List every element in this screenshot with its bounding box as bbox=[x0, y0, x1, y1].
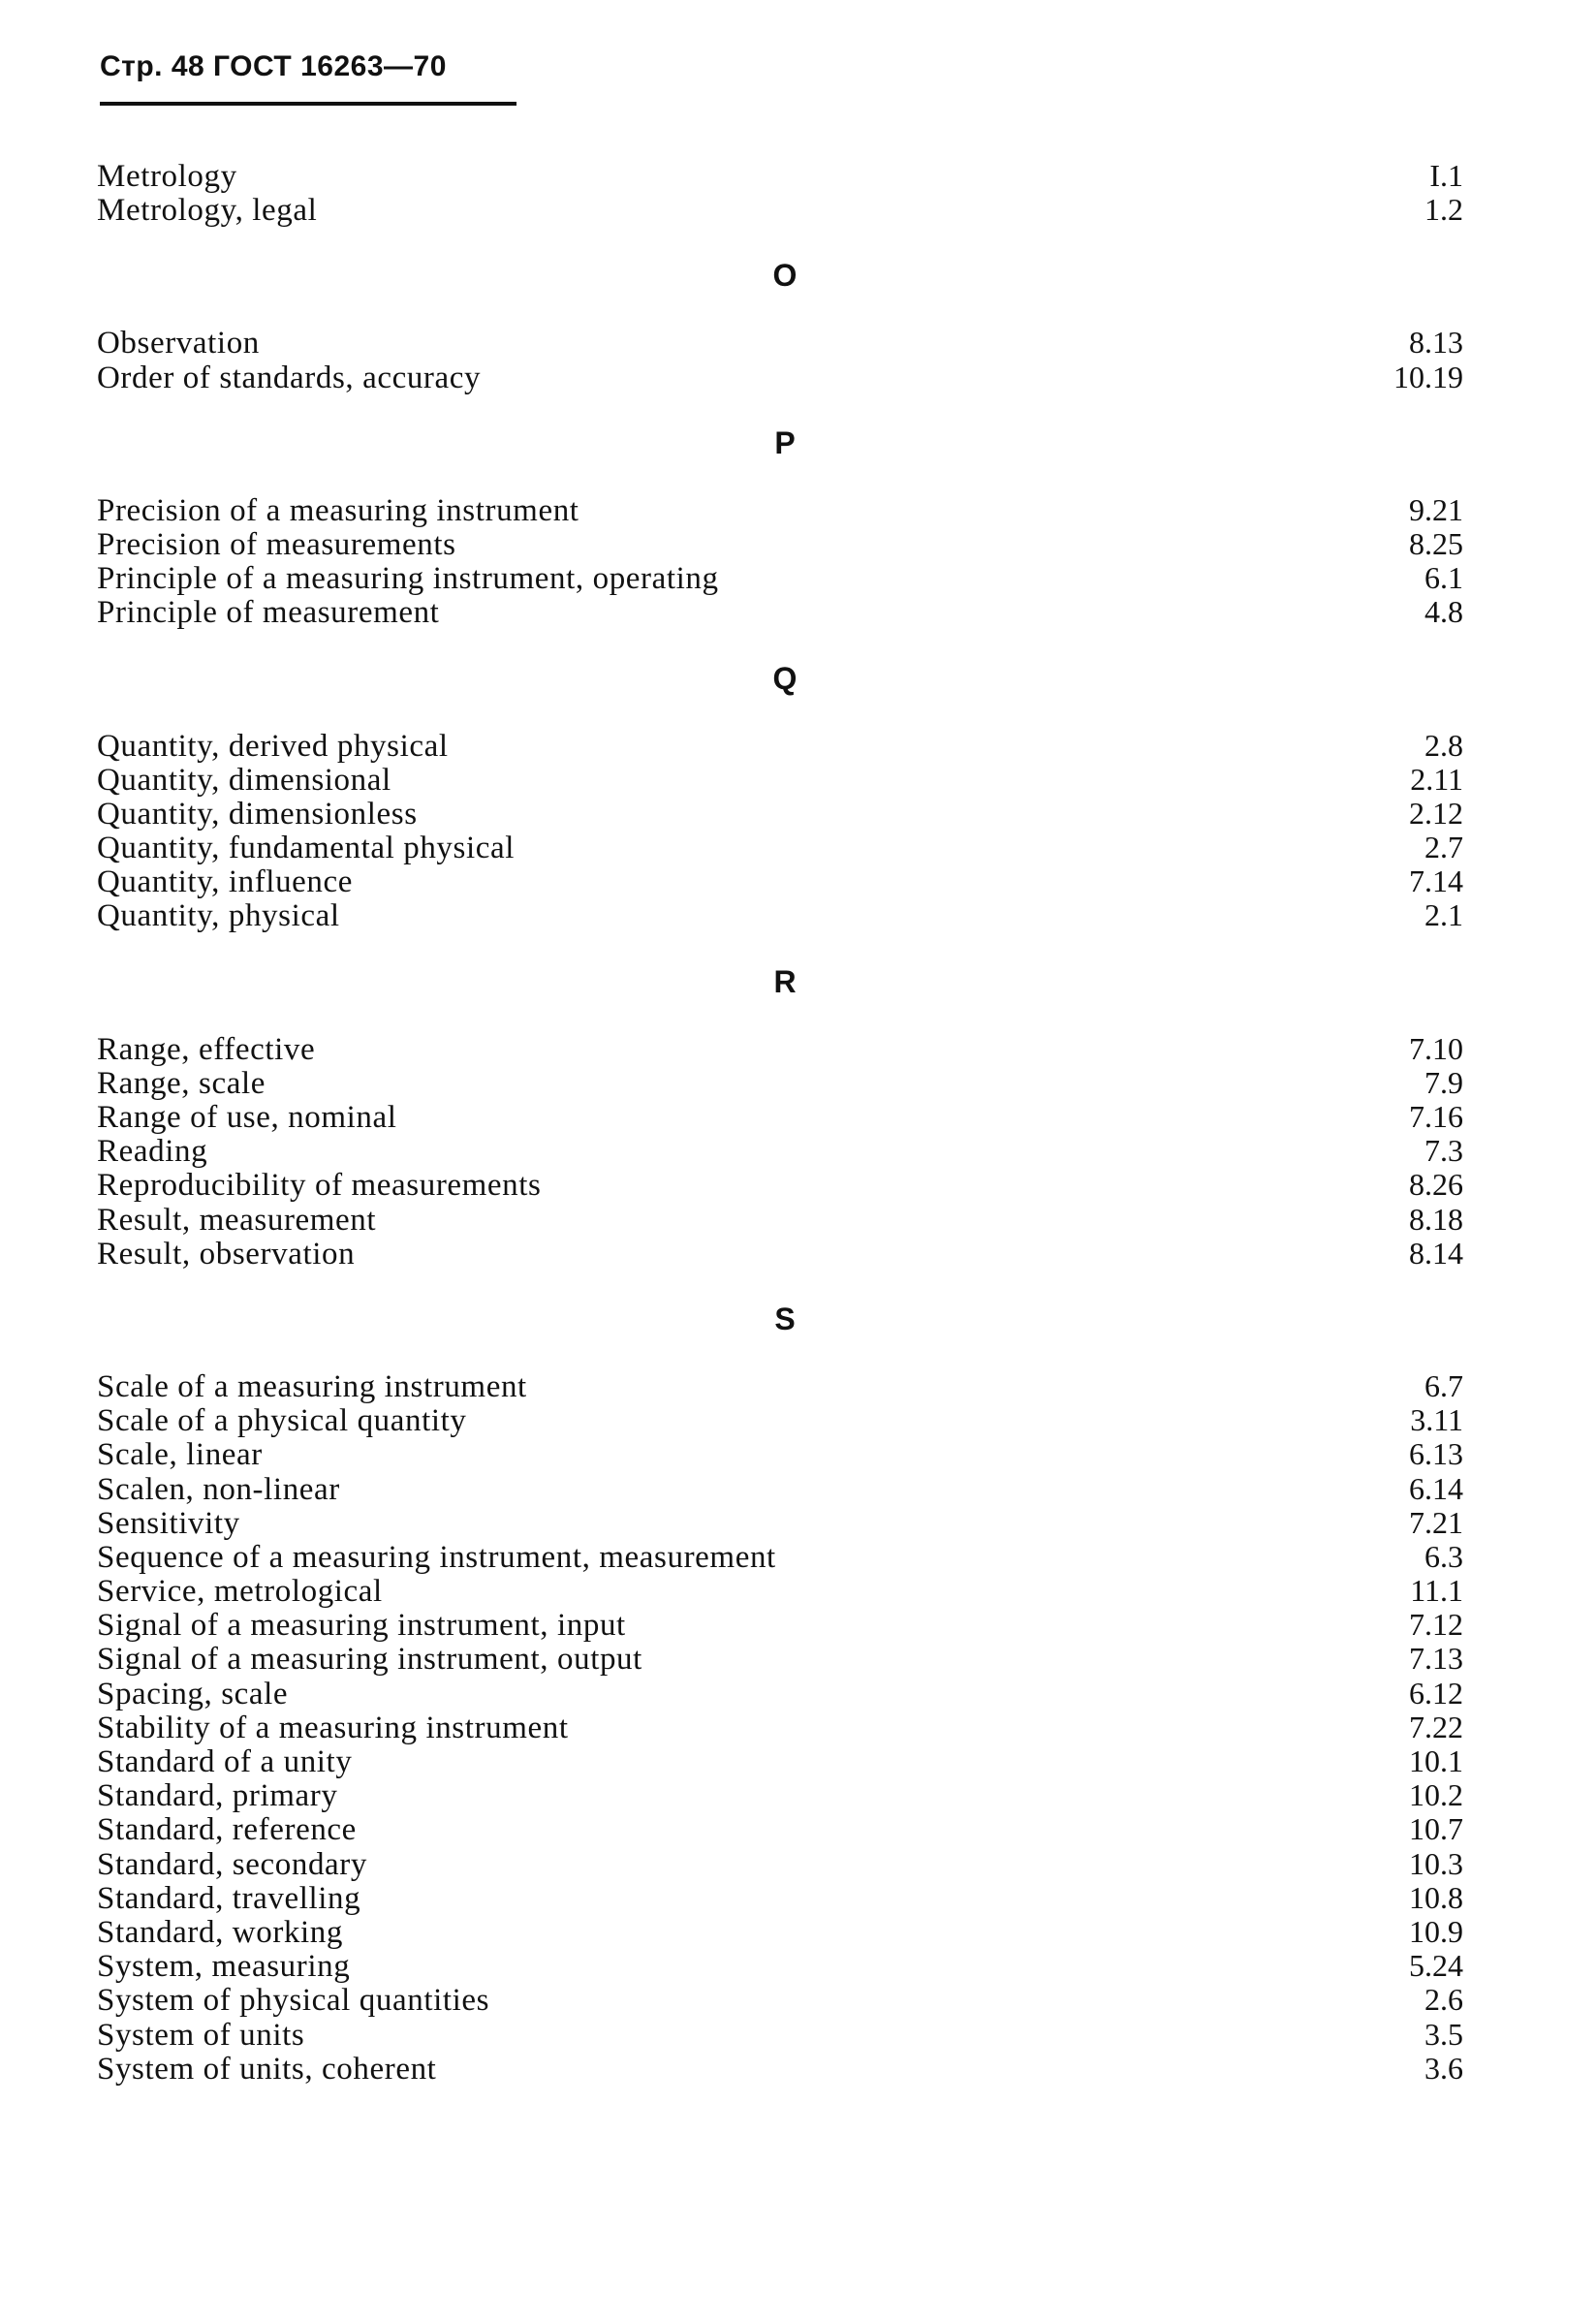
index-entry bbox=[97, 193, 1463, 227]
index-entry bbox=[97, 326, 1463, 360]
entry-term: Metrology bbox=[97, 159, 237, 194]
entry-reference: 10.9 bbox=[1409, 1913, 1463, 1949]
entry-reference: 2.6 bbox=[1424, 1982, 1463, 2018]
entry-reference: 8.14 bbox=[1409, 1235, 1463, 1271]
index-entry bbox=[97, 1949, 1463, 1983]
index-group bbox=[97, 258, 1463, 393]
entry-reference: 11.1 bbox=[1410, 1573, 1463, 1609]
entry-reference: 7.3 bbox=[1424, 1133, 1463, 1169]
index-entry bbox=[97, 1134, 1463, 1168]
section-letter: P bbox=[774, 424, 796, 460]
entry-term: Signal of a measuring instrument, input bbox=[97, 1608, 626, 1644]
entry-term: Standard, secondary bbox=[97, 1846, 367, 1882]
index-entry bbox=[97, 831, 1463, 864]
entry-reference: 2.12 bbox=[1409, 795, 1463, 831]
entry-reference: 3.6 bbox=[1424, 2050, 1463, 2086]
index-group bbox=[97, 425, 1463, 630]
index-entry bbox=[97, 1168, 1463, 1202]
index-list bbox=[97, 159, 1463, 2086]
index-entry bbox=[97, 2052, 1463, 2086]
index-entry bbox=[97, 1812, 1463, 1846]
entry-term: Reproducibility of measurements bbox=[97, 1168, 542, 1204]
index-entry bbox=[97, 1847, 1463, 1881]
entry-reference: 6.1 bbox=[1424, 560, 1463, 596]
entry-term: Scalen, non-linear bbox=[97, 1471, 340, 1507]
index-entry bbox=[97, 1677, 1463, 1711]
entry-reference: I.1 bbox=[1429, 158, 1463, 193]
index-entry bbox=[97, 1369, 1463, 1403]
index-entry bbox=[97, 864, 1463, 898]
index-group bbox=[97, 159, 1463, 227]
index-entry bbox=[97, 493, 1463, 527]
entry-reference: 7.16 bbox=[1409, 1099, 1463, 1134]
entry-reference: 3.5 bbox=[1424, 2016, 1463, 2052]
entry-term: Result, measurement bbox=[97, 1202, 377, 1238]
index-entry bbox=[97, 1881, 1463, 1915]
index-entry bbox=[97, 1983, 1463, 2017]
entry-reference: 8.18 bbox=[1409, 1201, 1463, 1237]
entry-reference: 7.9 bbox=[1424, 1064, 1463, 1100]
index-entry bbox=[97, 1778, 1463, 1812]
entry-reference: 3.11 bbox=[1410, 1402, 1463, 1438]
entry-reference: 2.7 bbox=[1424, 830, 1463, 865]
index-entry bbox=[97, 1574, 1463, 1608]
entry-term: System of physical quantities bbox=[97, 1983, 490, 2019]
entry-reference: 2.1 bbox=[1424, 897, 1463, 933]
entry-term: System, measuring bbox=[97, 1949, 351, 1985]
index-group bbox=[97, 1302, 1463, 2086]
entry-term: Principle of measurement bbox=[97, 595, 440, 631]
index-entry bbox=[97, 1437, 1463, 1471]
section-letter: S bbox=[774, 1301, 796, 1336]
index-entry bbox=[97, 729, 1463, 763]
entry-term: Sensitivity bbox=[97, 1505, 240, 1541]
entry-term: Standard, travelling bbox=[97, 1880, 361, 1916]
index-entry bbox=[97, 1540, 1463, 1574]
index-entry bbox=[97, 1237, 1463, 1271]
entry-term: Precision of measurements bbox=[97, 526, 456, 562]
entry-term: Scale of a physical quantity bbox=[97, 1403, 467, 1439]
entry-term: Range of use, nominal bbox=[97, 1100, 397, 1135]
entry-term: Quantity, physical bbox=[97, 898, 340, 934]
entry-term: Quantity, fundamental physical bbox=[97, 831, 515, 866]
entry-term: Service, metrological bbox=[97, 1574, 383, 1610]
entry-term: Standard, reference bbox=[97, 1812, 357, 1848]
entry-term: Sequence of a measuring instrument, measurement bbox=[97, 1539, 776, 1575]
entry-term: Standard, primary bbox=[97, 1778, 338, 1814]
index-entry bbox=[97, 763, 1463, 797]
entry-term: System of units bbox=[97, 2017, 305, 2053]
index-entry bbox=[97, 561, 1463, 595]
index-entry bbox=[97, 1100, 1463, 1134]
page-header: Стр. 48 ГОСТ 16263—70 bbox=[100, 50, 447, 82]
entry-term: System of units, coherent bbox=[97, 2051, 437, 2087]
entry-term: Precision of a measuring instrument bbox=[97, 492, 579, 528]
entry-term: Quantity, dimensionless bbox=[97, 796, 418, 832]
entry-reference: 7.10 bbox=[1409, 1030, 1463, 1066]
entry-reference: 7.12 bbox=[1409, 1607, 1463, 1643]
entry-term: Quantity, derived physical bbox=[97, 728, 449, 764]
entry-reference: 6.12 bbox=[1409, 1675, 1463, 1711]
entry-term: Stability of a measuring instrument bbox=[97, 1710, 569, 1745]
index-entry bbox=[97, 595, 1463, 629]
entry-term: Result, observation bbox=[97, 1236, 356, 1271]
entry-reference: 10.1 bbox=[1409, 1743, 1463, 1778]
section-letter: O bbox=[772, 258, 798, 294]
entry-reference: 5.24 bbox=[1409, 1948, 1463, 1984]
entry-reference: 10.8 bbox=[1409, 1879, 1463, 1915]
index-entry bbox=[97, 1915, 1463, 1949]
entry-reference: 10.7 bbox=[1409, 1811, 1463, 1847]
entry-term: Range, scale bbox=[97, 1065, 266, 1101]
entry-term: Principle of a measuring instrument, operating bbox=[97, 561, 719, 597]
index-entry bbox=[97, 1472, 1463, 1506]
entry-reference: 1.2 bbox=[1424, 192, 1463, 228]
entry-reference: 6.14 bbox=[1409, 1470, 1463, 1506]
index-entry bbox=[97, 361, 1463, 394]
entry-reference: 6.13 bbox=[1409, 1436, 1463, 1472]
index-entry bbox=[97, 1066, 1463, 1100]
index-entry bbox=[97, 527, 1463, 561]
index-entry bbox=[97, 1506, 1463, 1540]
entry-term: Standard of a unity bbox=[97, 1744, 353, 1779]
index-entry bbox=[97, 1744, 1463, 1778]
entry-term: Order of standards, accuracy bbox=[97, 360, 482, 395]
entry-reference: 2.11 bbox=[1410, 761, 1463, 797]
entry-term: Quantity, dimensional bbox=[97, 762, 391, 798]
entry-term: Signal of a measuring instrument, output bbox=[97, 1642, 642, 1678]
index-entry bbox=[97, 1032, 1463, 1066]
index-group bbox=[97, 661, 1463, 933]
index-group bbox=[97, 964, 1463, 1271]
entry-term: Quantity, influence bbox=[97, 864, 354, 900]
section-letter: R bbox=[773, 963, 797, 999]
index-entry bbox=[97, 898, 1463, 932]
entry-term: Range, effective bbox=[97, 1031, 316, 1067]
entry-reference: 7.13 bbox=[1409, 1641, 1463, 1677]
index-entry bbox=[97, 159, 1463, 193]
entry-reference: 7.22 bbox=[1409, 1709, 1463, 1744]
index-entry bbox=[97, 1642, 1463, 1676]
entry-reference: 7.21 bbox=[1409, 1504, 1463, 1540]
index-entry bbox=[97, 1403, 1463, 1437]
entry-reference: 7.14 bbox=[1409, 863, 1463, 899]
entry-reference: 8.25 bbox=[1409, 525, 1463, 561]
index-entry bbox=[97, 2018, 1463, 2052]
entry-term: Metrology, legal bbox=[97, 193, 318, 229]
entry-term: Scale, linear bbox=[97, 1437, 263, 1473]
entry-reference: 10.3 bbox=[1409, 1845, 1463, 1881]
entry-reference: 9.21 bbox=[1409, 491, 1463, 527]
section-letter: Q bbox=[772, 660, 798, 696]
entry-reference: 8.13 bbox=[1409, 325, 1463, 361]
entry-term: Reading bbox=[97, 1134, 208, 1170]
entry-term: Standard, working bbox=[97, 1914, 343, 1950]
index-entry bbox=[97, 1203, 1463, 1237]
index-entry bbox=[97, 797, 1463, 831]
header-rule bbox=[100, 102, 516, 106]
entry-reference: 10.19 bbox=[1393, 359, 1463, 394]
entry-term: Spacing, scale bbox=[97, 1676, 289, 1711]
index-entry bbox=[97, 1608, 1463, 1642]
index-entry bbox=[97, 1711, 1463, 1744]
entry-reference: 4.8 bbox=[1424, 594, 1463, 630]
entry-reference: 2.8 bbox=[1424, 727, 1463, 763]
entry-reference: 8.26 bbox=[1409, 1167, 1463, 1203]
entry-reference: 6.7 bbox=[1424, 1367, 1463, 1403]
entry-reference: 10.2 bbox=[1409, 1777, 1463, 1813]
entry-reference: 6.3 bbox=[1424, 1538, 1463, 1574]
entry-term: Scale of a measuring instrument bbox=[97, 1368, 527, 1404]
entry-term: Observation bbox=[97, 326, 260, 361]
